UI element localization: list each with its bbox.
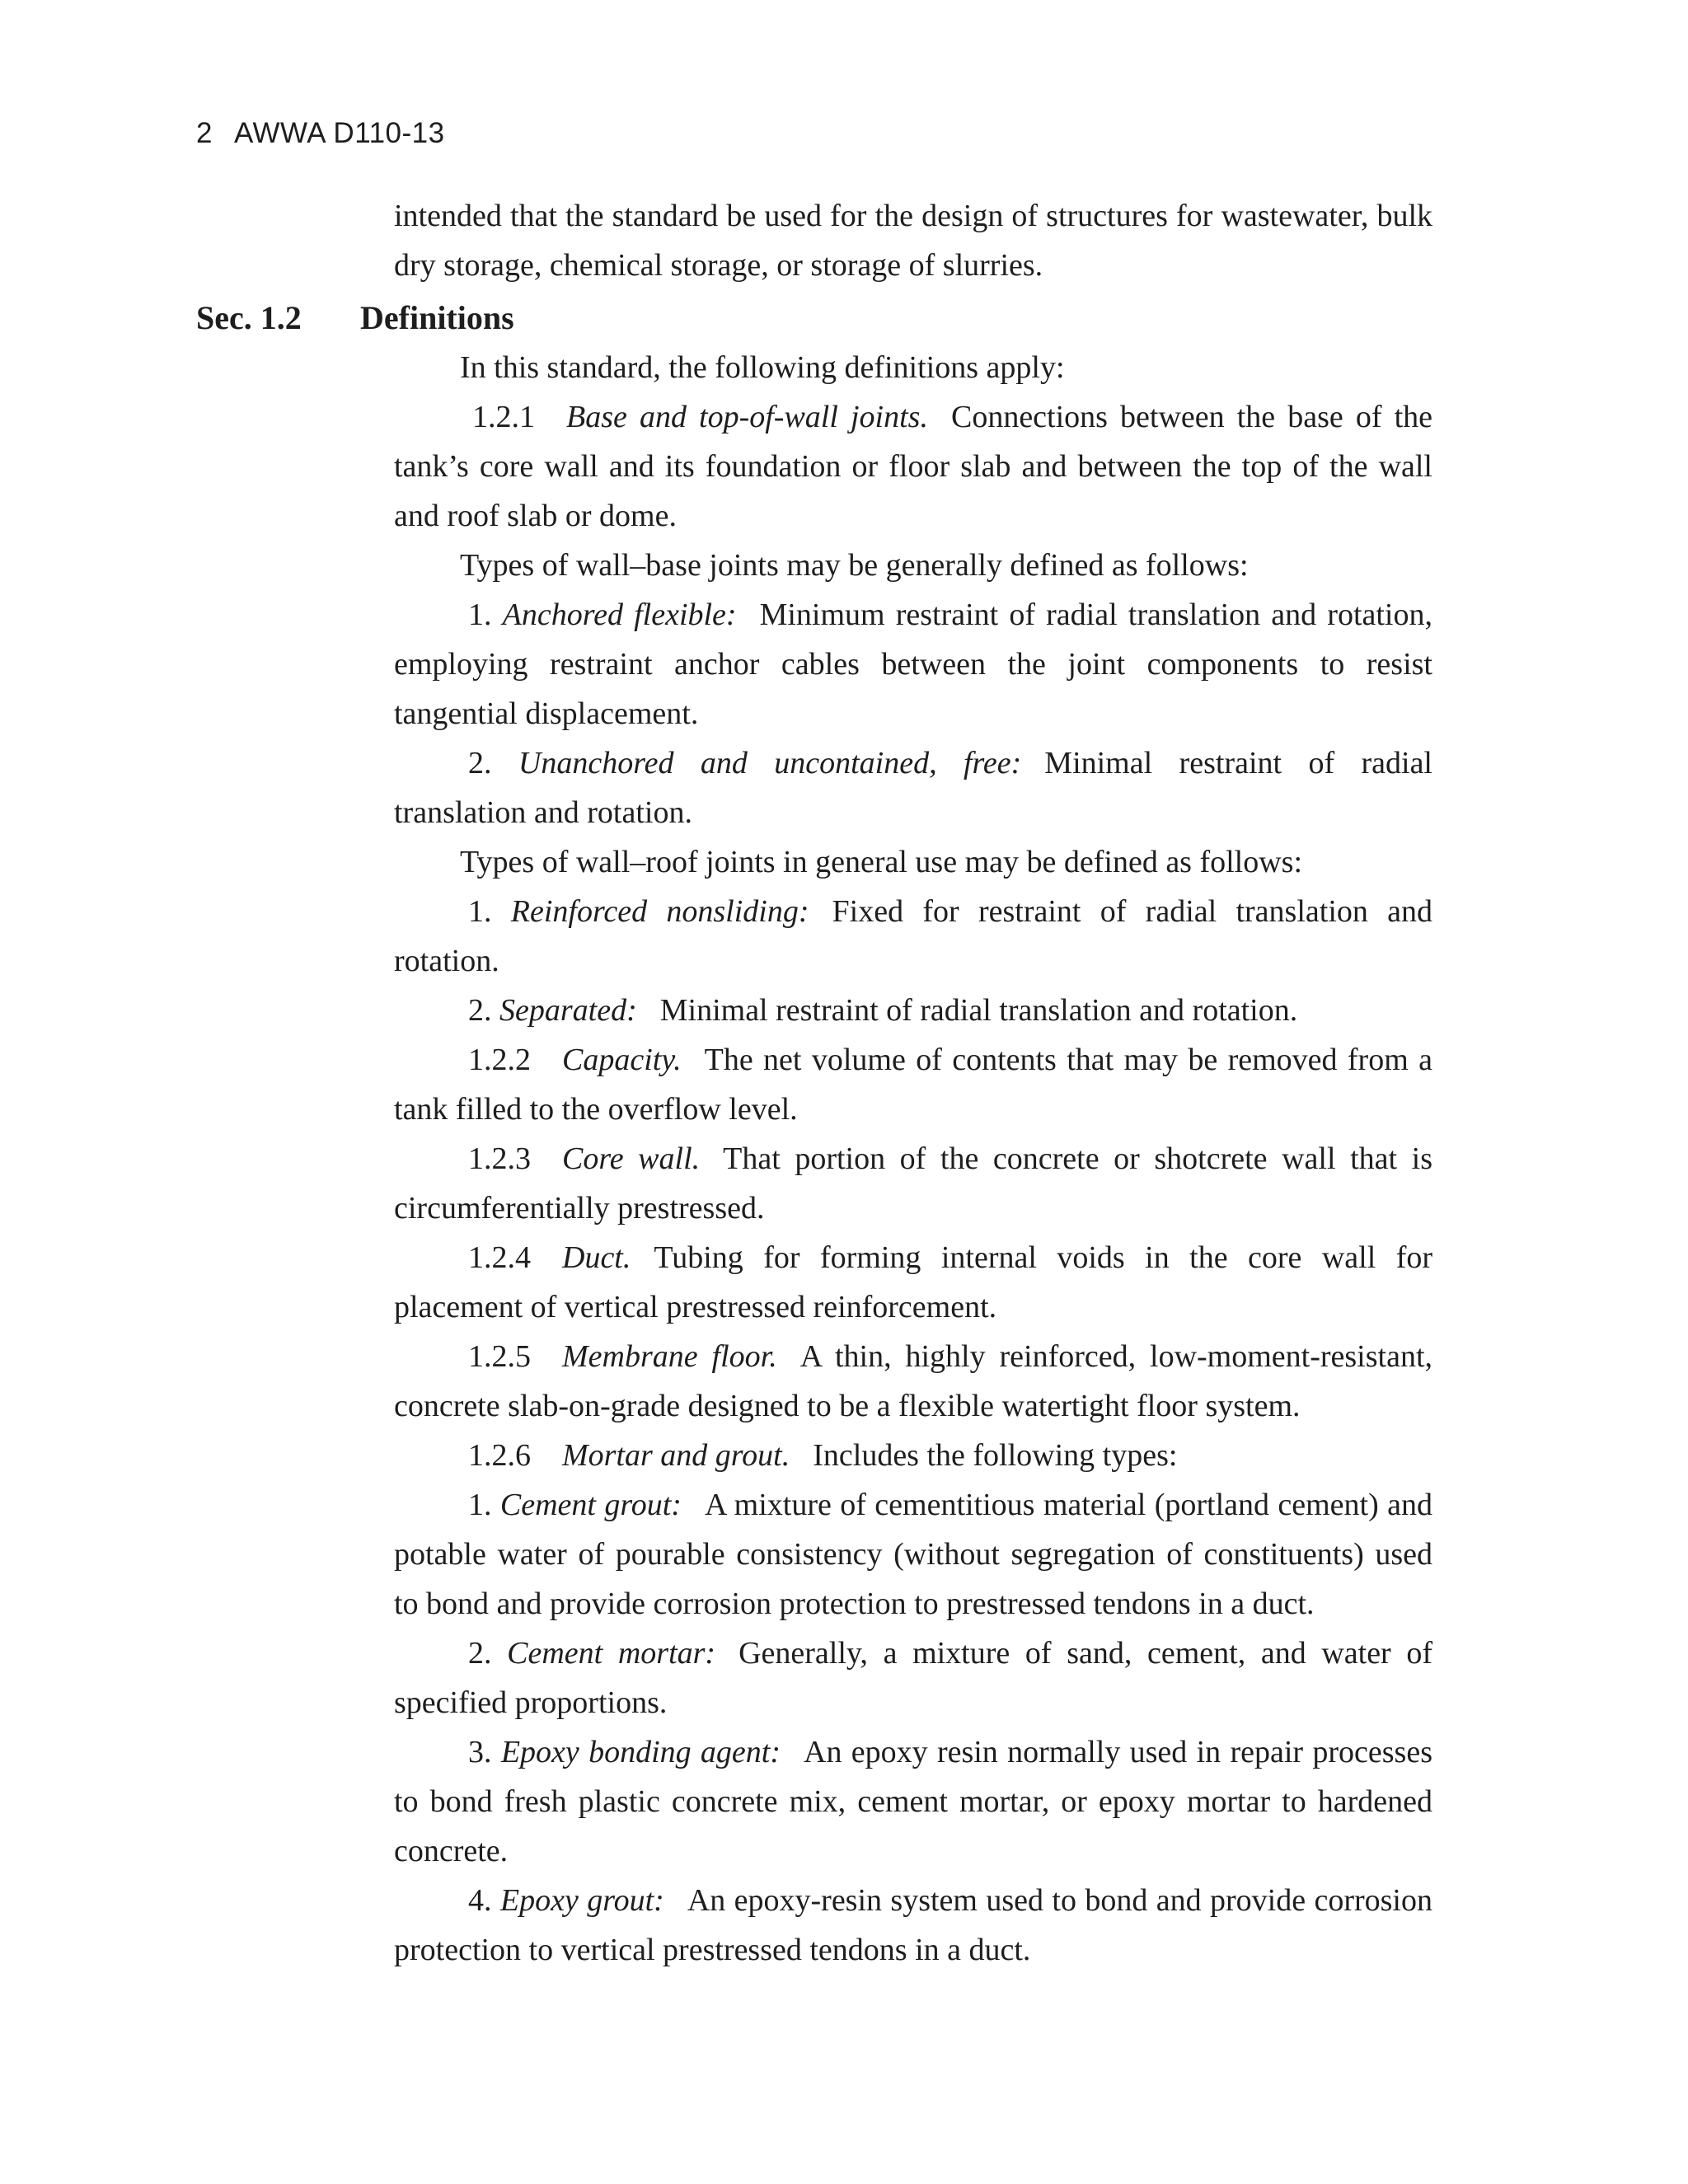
section-title: Definitions: [360, 299, 514, 336]
list-term: Separated:: [499, 993, 637, 1028]
list-item: [394, 1876, 1432, 1975]
definition-number: 1.2.4: [468, 1240, 531, 1275]
definition-number: 1.2.1: [472, 400, 535, 434]
list-text: Minimal restraint of radial translation and rotation.: [659, 993, 1298, 1028]
list-number: 1.: [468, 894, 492, 929]
list-text: Minimum restraint of radial translation and rotation, employing restraint anchor cables between the joint components to resist tangential displacement.: [394, 598, 1432, 731]
section-number: Sec. 1.2: [196, 299, 302, 336]
page-number: 2: [196, 117, 213, 149]
section-lead: In this standard, the following definitions apply:: [460, 350, 1065, 385]
list-number: 4.: [468, 1883, 492, 1918]
definition-term: Duct.: [562, 1240, 631, 1275]
definition-1-2-3: [394, 1134, 1432, 1233]
list-item: [394, 887, 1432, 986]
list-term: Reinforced nonsliding:: [510, 894, 809, 929]
list-item: [394, 738, 1432, 837]
definition-text: Includes the following types:: [813, 1438, 1178, 1473]
definition-term: Base and top-of-wall joints.: [566, 400, 928, 434]
list-item: [394, 590, 1432, 738]
definition-number: 1.2.3: [468, 1141, 531, 1176]
definition-1-2-2: [394, 1035, 1432, 1134]
list-item: [394, 1629, 1432, 1727]
list-term: Anchored flexible:: [502, 598, 737, 632]
page-header: [196, 117, 445, 150]
list-number: 1.: [468, 598, 492, 632]
list-term: Epoxy bonding agent:: [500, 1735, 781, 1769]
list-text: A mixture of cementitious material (portland cement) and potable water of pourable consistency (without segregation of constituents) used to bond and provide corrosion protection to prestressed tendons in a duct.: [394, 1488, 1433, 1621]
list-text: An epoxy-resin system used to bond and provide corrosion protection to vertical prestressed tendons in a duct.: [394, 1883, 1432, 1967]
list-number: 2.: [468, 746, 492, 780]
definition-number: 1.2.6: [468, 1438, 531, 1473]
list-text: An epoxy resin normally used in repair processes to bond fresh plastic concrete mix, cement mortar, or epoxy mortar to hardened concrete.: [394, 1735, 1432, 1868]
list-number: 1.: [468, 1488, 492, 1522]
definition-1-2-5: [394, 1332, 1432, 1431]
definition-term: Mortar and grout.: [562, 1438, 790, 1473]
list-text: Fixed for restraint of radial translation and rotation.: [394, 894, 1433, 978]
definition-number: 1.2.5: [468, 1339, 531, 1374]
definition-text: The net volume of contents that may be removed from a tank filled to the overflow level.: [394, 1043, 1432, 1127]
definition-text: Connections between the base of the tank’s core wall and its foundation or floor slab and between the top of the wall and roof slab or dome.: [394, 400, 1432, 533]
list-item: [394, 1480, 1432, 1629]
definition-1-2-4: [394, 1233, 1432, 1332]
definition-1-2-1: [394, 392, 1432, 541]
wall-roof-lead: Types of wall–roof joints in general use may be defined as follows:: [460, 845, 1303, 879]
document-id: AWWA D110-13: [233, 117, 445, 149]
definition-text: A thin, highly reinforced, low-moment-resistant, concrete slab-on-grade designed to be a flexible watertight floor system.: [394, 1339, 1432, 1423]
list-number: 3.: [468, 1735, 492, 1769]
definition-1-2-6: [394, 1431, 1432, 1480]
list-text: Generally, a mixture of sand, cement, and water of specified proportions.: [394, 1636, 1433, 1720]
definition-term: Capacity.: [562, 1043, 682, 1077]
list-number: 2.: [468, 993, 492, 1028]
list-term: Cement grout:: [499, 1488, 682, 1522]
list-item: [394, 1727, 1432, 1876]
list-text: Minimal restraint of radial translation and rotation.: [394, 746, 1432, 830]
definition-term: Core wall.: [562, 1141, 701, 1176]
definition-text: That portion of the concrete or shotcrete wall that is circumferentially prestressed.: [394, 1141, 1432, 1226]
list-item: [394, 986, 1432, 1035]
definition-number: 1.2.2: [468, 1043, 531, 1077]
list-term: Cement mortar:: [507, 1636, 716, 1671]
list-term: Unanchored and uncontained, free:: [518, 746, 1022, 780]
wall-base-lead: Types of wall–base joints may be generally defined as follows:: [460, 548, 1249, 583]
page-body: [0, 191, 1688, 1975]
section-heading: [0, 293, 1688, 343]
definition-term: Membrane floor.: [562, 1339, 777, 1374]
intro-paragraph: intended that the standard be used for the design of structures for wastewater, bulk dry storage, chemical storage, or storage of slurries.: [394, 199, 1432, 283]
list-term: Epoxy grout:: [499, 1883, 664, 1918]
list-number: 2.: [468, 1636, 492, 1671]
definition-text: Tubing for forming internal voids in the core wall for placement of vertical prestressed reinforcement.: [394, 1240, 1432, 1324]
